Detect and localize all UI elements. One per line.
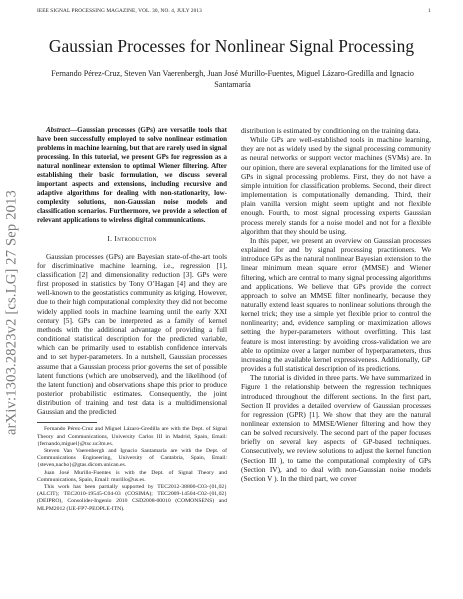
footnotes (37, 426, 227, 512)
intro-paragraph-1: Gaussian processes (GPs) are Bayesian state-of-the-art tools for discriminative machine learning, i.e., regression [1], classification [2] and dimensionality reduction [3]. GPs were first proposed in statistics by Tony O’Hagan [4] and they are well-known to the geostatistics community as kriging. However, due to their high computational complexity they did not become widely applied tools in machine learning until the early XXI century [5]. GPs can be interpreted as a family of kernel methods with the additional advantage of providing a full conditional statistical description for the predicted variable, which can be primarily used to establish confidence intervals and to set hyper-parameters. In a nutshell, Gaussian processes assume that a Gaussian process prior governs the set of possible latent functions (which are unobserved), and the likelihood (of the latent function) and observations shape this prior to produce posterior probabilistic estimates. Consequently, the joint distribution of training and test data is a multidimensional Gaussian and the predicted (37, 251, 227, 417)
arxiv-stamp: arXiv:1303.2823v2 [cs.LG] 27 Sep 2013 (3, 190, 20, 436)
abstract-lead: Abstract (46, 126, 71, 134)
running-head: IEEE SIGNAL PROCESSING MAGAZINE, VOL. 30, NO. 4, JULY 2013 (37, 8, 202, 14)
abstract (37, 126, 227, 224)
right-column (241, 126, 431, 483)
footnote-affiliation-2: Steven Van Vaerenbergh and Ignacio Santamaría are with the Dept. of Communications Engineering, University of Cantabria, Spain, Email: {steven,nacho}@gtas.dicom.unican.es. (37, 448, 227, 469)
intro-paragraph-3: In this paper, we present an overview on Gaussian processes explained for and by signal processing practitioners. We introduce GPs as the natural nonlinear Bayesian extension to the linear minimum mean square error (MMSE) and Wiener filtering, which are central to many signal processing algorithms and applications. We believe that GPs provide the correct approach to solve an MMSE filter nonlinearly, because they naturally extend least squares to nonlinear solutions through the kernel trick; they use a simple yet flexible prior to control the nonlinearity; and, evidence sampling or maximization allows setting the hyper-parameters without overfitting. This last feature is most interesting: by avoiding cross-validation we are able to optimize over a larger number of hyperparameters, thus increasing the available kernel expressiveness. Additionally, GP provides a full statistical description of its predictions. (241, 235, 431, 374)
footnote-funding: This work has been partially supported by TEC2012-38800-C03-{01,02} (ALCIT); TEC2010-19545-C04-03 (COSIMA); TEC2009-14504-C02-{01,02} (DEIPRO), Consolider-Ingenio 2010 CSD2008-00010 (COMONSENS) and MLPM2012 (UE-FP7-PEOPLE-ITN). (37, 484, 227, 512)
paper-title: Gaussian Processes for Nonlinear Signal Processing (48, 36, 415, 56)
page-number: 1 (428, 8, 431, 14)
intro-paragraph-4: The tutorial is divided in three parts. We have summarized in Figure 1 the relationship between the regression techniques introduced throughout the different sections. In the first part, Section II provides a detailed overview of Gaussian processes for regression (GPR) [1]. We show that they are the natural nonlinear extension to MMSE/Wiener filtering and how they can be solved recursively. The second part of the paper focuses briefly on several key aspects of GP-based techniques. Consecutively, we review solutions to adjust the kernel function (Section III ), to tame the computational complexity of GPs (Section IV), and to deal with non-Gaussian noise models (Section V ). In the third part, we cover (241, 373, 431, 483)
author-list: Fernando Pérez-Cruz, Steven Van Vaerenbergh, Juan José Murillo-Fuentes, Miguel Lázaro-Gredilla and Ignacio Santamaría (51, 69, 414, 90)
abstract-text: —Gaussian processes (GPs) are versatile tools that have been successfully employed to solve nonlinear estimation problems in machine learning, but that are rarely used in signal processing. In this tutorial, we present GPs for regression as a natural nonlinear extension to optimal Wiener filtering. After establishing their basic formulation, we discuss several important aspects and extensions, including recursive and adaptive algorithms for dealing with non-stationarity, low-complexity solutions, non-Gaussian noise models and classification scenarios. Furthermore, we provide a selection of relevant applications to wireless digital communications. (37, 126, 227, 224)
left-column (37, 126, 227, 513)
footnote-affiliation-1: Fernando Pérez-Cruz and Miguel Lázaro-Gredilla are with the Dept. of Signal Theory and Communications, University Carlos III in Madrid, Spain, Email: {fernando,miguel}@tsc.uc3m.es. (37, 426, 227, 447)
footnote-rule (37, 422, 97, 423)
section-heading-introduction: I. Introduction (107, 234, 157, 244)
intro-continuation: distribution is estimated by conditioning on the training data. (241, 126, 421, 135)
intro-paragraph-2: While GPs are well-established tools in machine learning, they are not as widely used by the signal processing community as neural networks or support vector machines (SVMs) are. In our opinion, there are several explanations for the limited use of GPs in signal processing problems. First, they do not have a simple intuition for classification problems. Second, their direct implementation is computationally demanding. Third, their plain vanilla version might seem uptight and not flexible enough. Fourth, to most signal processing experts Gaussian process merely stands for a noise model and not for a flexible algorithm that they should be using. (241, 135, 431, 236)
footnote-affiliation-3: Juan José Murillo-Fuentes is with the Dept. of Signal Theory and Communications, Spain, Email: murillo@us.es. (37, 469, 227, 483)
